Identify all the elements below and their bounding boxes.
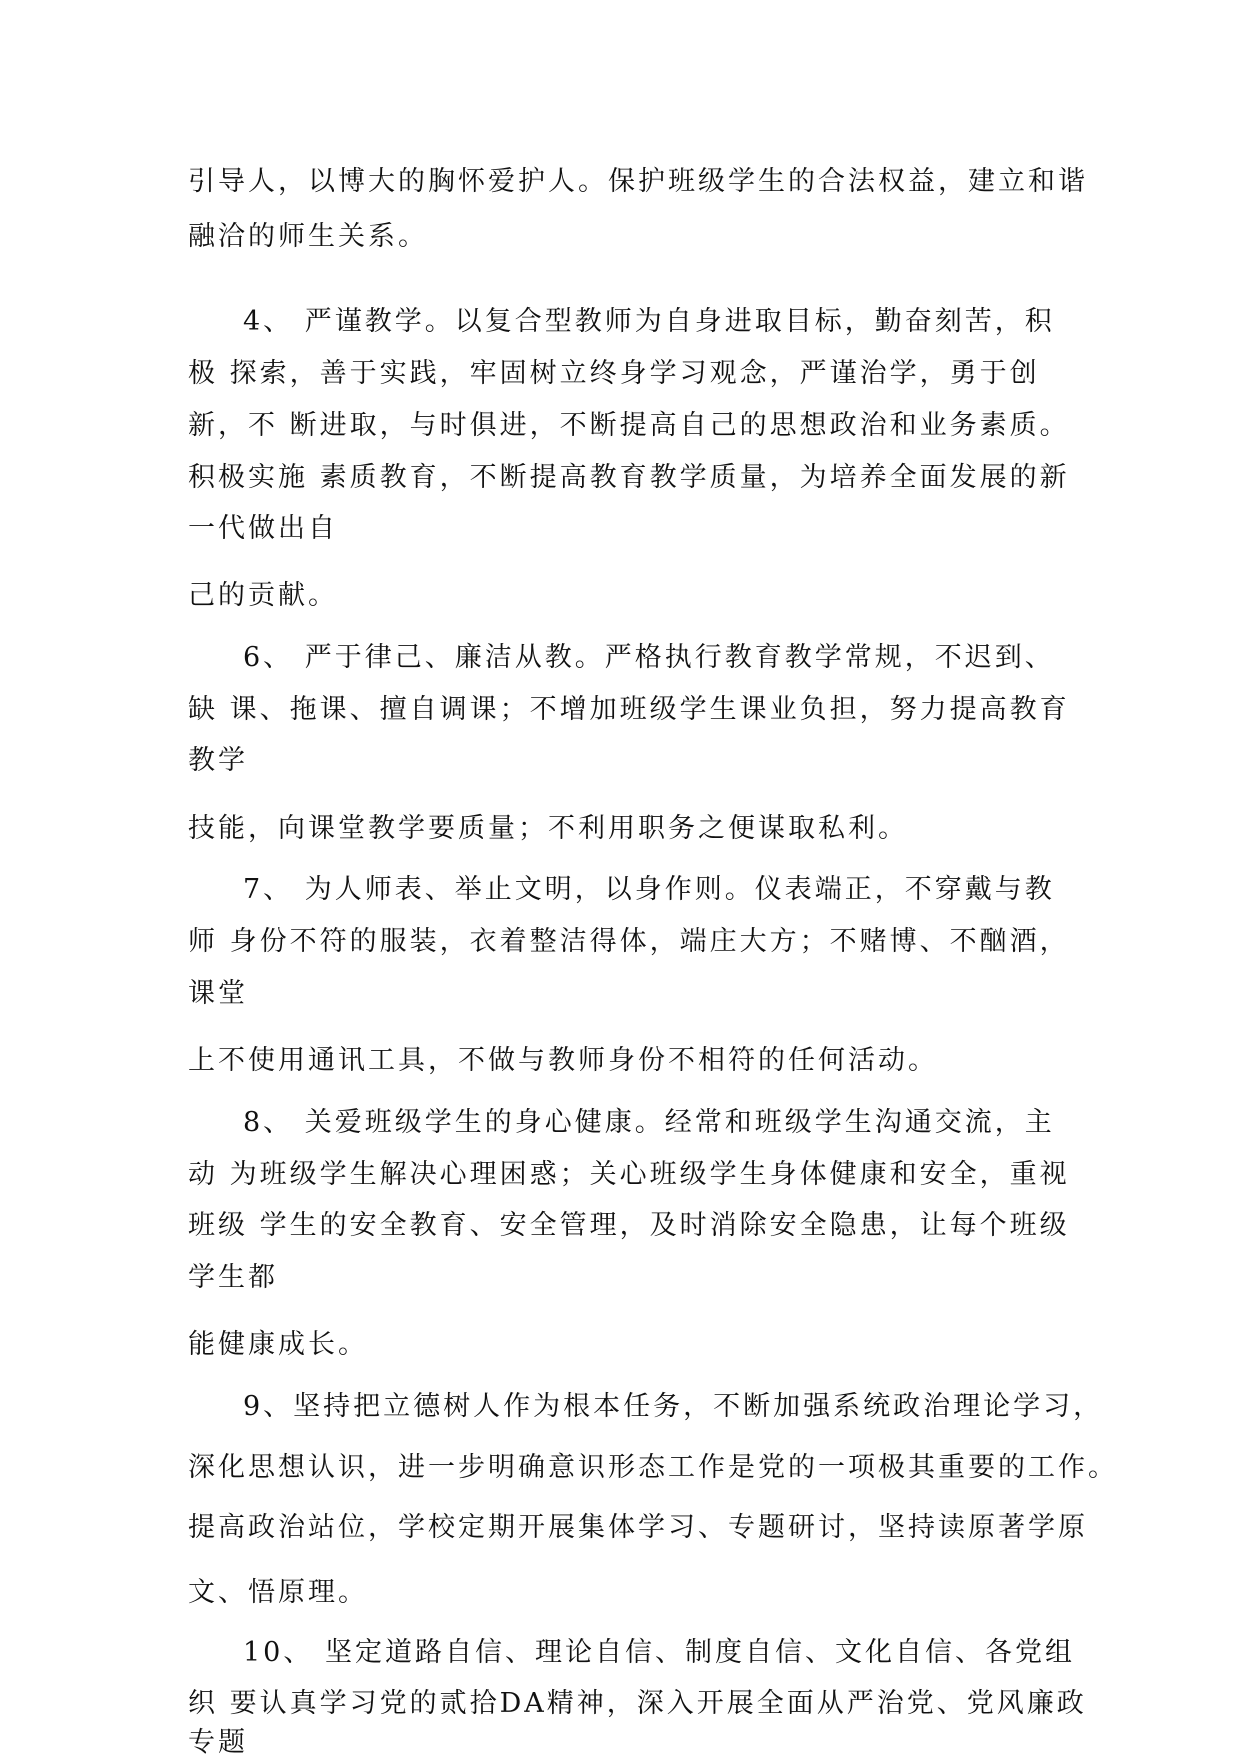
text-line: 班级 学生的安全教育、安全管理，及时消除安全隐患，让每个班级 — [188, 1210, 1070, 1241]
text-line: 学生都 — [188, 1262, 278, 1293]
text-line: 缺 课、拖课、擅自调课；不增加班级学生课业负担，努力提高教育 — [188, 694, 1070, 725]
text-line: 9、坚持把立德树人作为根本任务，不断加强系统政治理论学习， — [243, 1391, 1104, 1422]
text-line: 深化思想认识，进一步明确意识形态工作是党的一项极其重要的工作。 — [188, 1452, 1118, 1483]
text-line: 技能，向课堂教学要质量；不利用职务之便谋取私利。 — [188, 813, 908, 844]
text-line: 文、悟原理。 — [188, 1577, 368, 1608]
text-line: 教学 — [188, 745, 248, 776]
text-line: 新，不 断进取，与时俱进，不断提高自己的思想政治和业务素质。 — [188, 410, 1070, 441]
text-line: 师 身份不符的服装，衣着整洁得体，端庄大方；不赌博、不酗酒， — [188, 926, 1070, 957]
text-line: 动 为班级学生解决心理困惑；关心班级学生身体健康和安全，重视 — [188, 1159, 1070, 1190]
text-line: 10、 坚定道路自信、理论自信、制度自信、文化自信、各党组 — [243, 1637, 1075, 1668]
text-line: 一代做出自 — [188, 513, 338, 544]
text-line: 6、 严于律己、廉洁从教。严格执行教育教学常规，不迟到、 — [243, 642, 1055, 673]
text-line: 积极实施 素质教育，不断提高教育教学质量，为培养全面发展的新 — [188, 462, 1070, 493]
text-line: 融洽的师生关系。 — [188, 221, 428, 252]
text-line: 专题 — [188, 1727, 248, 1758]
text-line: 课堂 — [188, 978, 248, 1009]
text-line: 极 探索，善于实践，牢固树立终身学习观念，严谨治学，勇于创 — [188, 358, 1040, 389]
text-line: 上不使用通讯工具，不做与教师身份不相符的任何活动。 — [188, 1045, 938, 1076]
text-line: 织 要认真学习党的贰拾DA精神，深入开展全面从严治党、党风廉政 — [188, 1688, 1087, 1719]
text-line: 引导人，以博大的胸怀爱护人。保护班级学生的合法权益，建立和谐 — [188, 166, 1088, 197]
text-line: 7、 为人师表、举止文明，以身作则。仪表端正，不穿戴与教 — [243, 874, 1055, 905]
text-line: 能健康成长。 — [188, 1329, 368, 1360]
text-line: 8、 关爱班级学生的身心健康。经常和班级学生沟通交流，主 — [243, 1107, 1055, 1138]
text-line: 4、 严谨教学。以复合型教师为自身进取目标，勤奋刻苦，积 — [243, 306, 1055, 337]
text-line: 己的贡献。 — [188, 580, 338, 611]
text-line: 提高政治站位，学校定期开展集体学习、专题研讨，坚持读原著学原 — [188, 1512, 1088, 1543]
